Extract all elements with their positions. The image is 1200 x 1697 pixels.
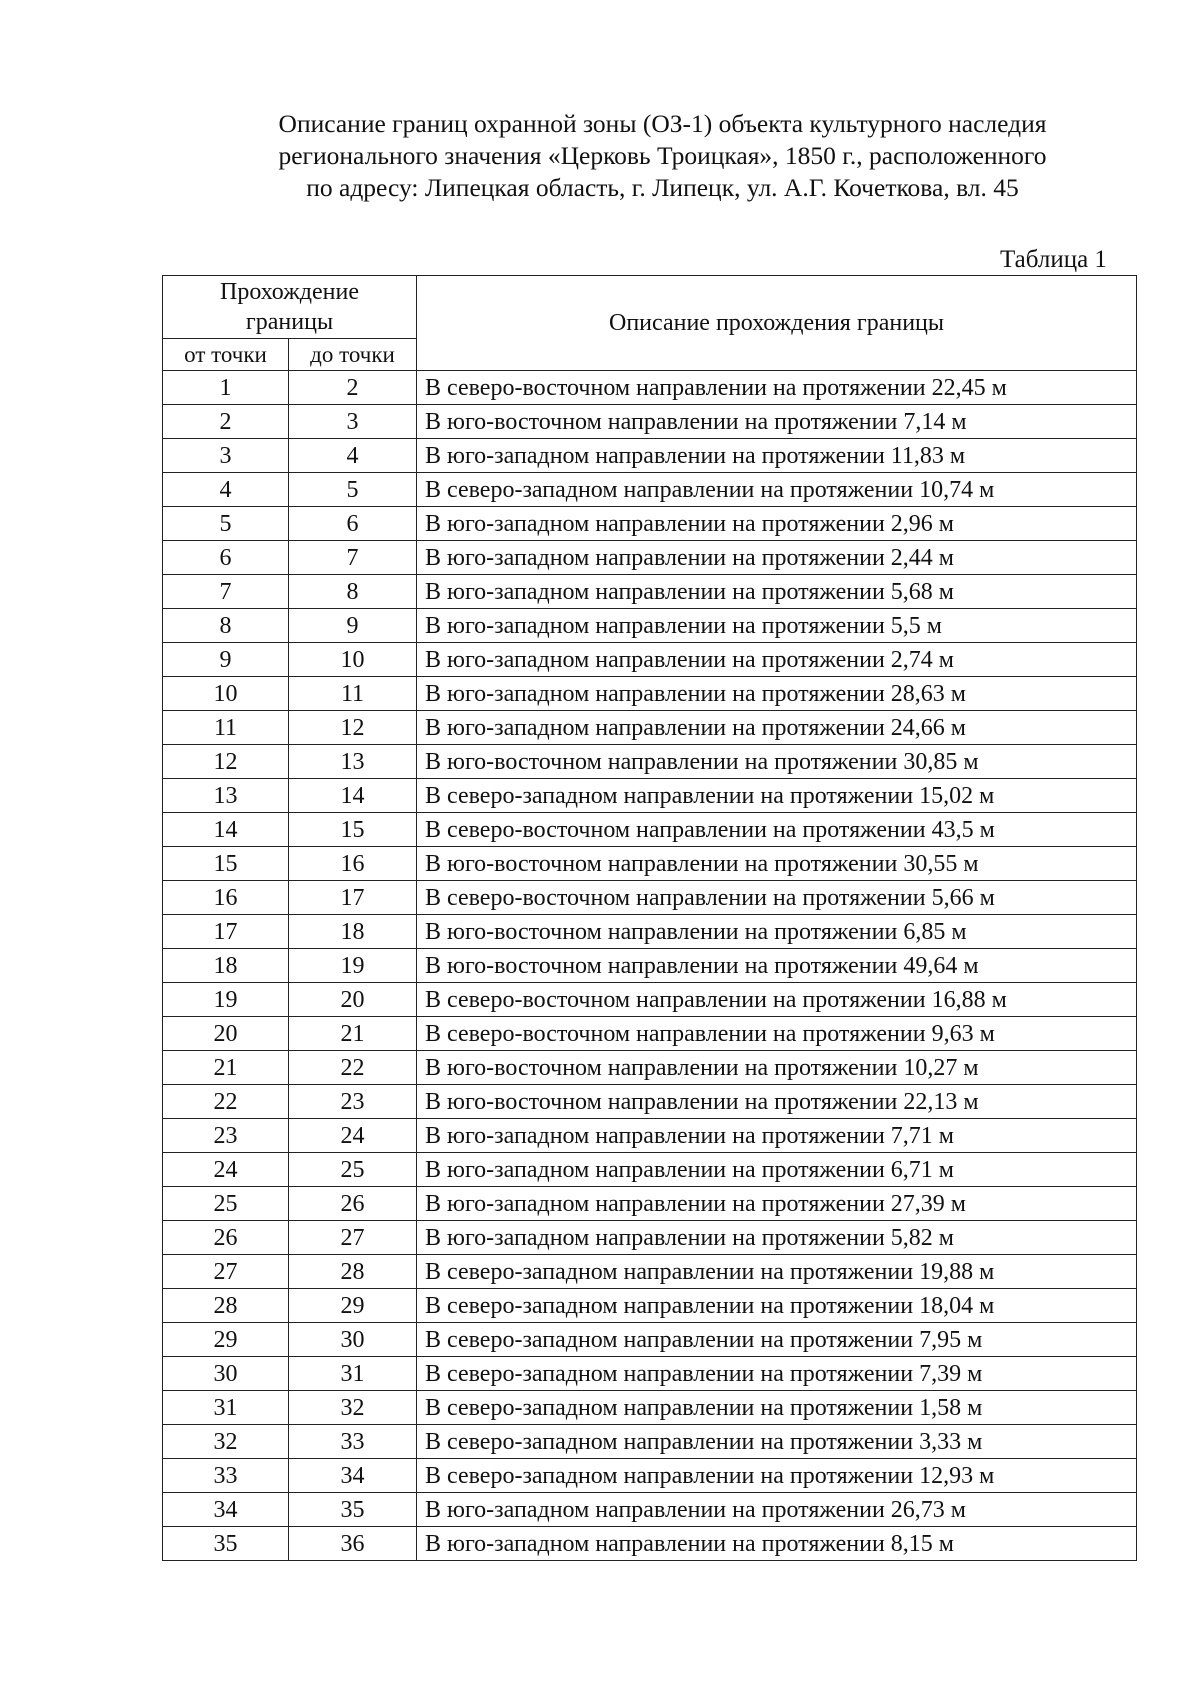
description-cell: В юго-западном направлении на протяжении 5,82 м <box>417 1221 1137 1255</box>
table-row <box>163 1357 1137 1391</box>
description-cell: В северо-восточном направлении на протяжении 5,66 м <box>417 881 1137 915</box>
to-point-cell: 2 <box>289 371 417 405</box>
description-cell: В юго-западном направлении на протяжении 8,15 м <box>417 1527 1137 1561</box>
to-point-cell: 14 <box>289 779 417 813</box>
description-cell: В юго-восточном направлении на протяжении 6,85 м <box>417 915 1137 949</box>
description-cell: В юго-восточном направлении на протяжении 22,13 м <box>417 1085 1137 1119</box>
description-cell: В северо-западном направлении на протяжении 19,88 м <box>417 1255 1137 1289</box>
table-row <box>163 1221 1137 1255</box>
table-row <box>163 1119 1137 1153</box>
description-cell: В юго-западном направлении на протяжении 11,83 м <box>417 439 1137 473</box>
description-cell: В юго-восточном направлении на протяжении 7,14 м <box>417 405 1137 439</box>
from-point-cell: 34 <box>163 1493 289 1527</box>
table-row <box>163 1323 1137 1357</box>
to-point-cell: 5 <box>289 473 417 507</box>
from-point-cell: 2 <box>163 405 289 439</box>
to-point-cell: 35 <box>289 1493 417 1527</box>
description-cell: В юго-западном направлении на протяжении 5,5 м <box>417 609 1137 643</box>
to-point-cell: 27 <box>289 1221 417 1255</box>
table-row <box>163 1187 1137 1221</box>
to-point-cell: 32 <box>289 1391 417 1425</box>
from-point-cell: 27 <box>163 1255 289 1289</box>
to-point-cell: 24 <box>289 1119 417 1153</box>
table-row <box>163 1527 1137 1561</box>
from-point-cell: 33 <box>163 1459 289 1493</box>
to-point-cell: 7 <box>289 541 417 575</box>
to-point-cell: 18 <box>289 915 417 949</box>
from-point-cell: 20 <box>163 1017 289 1051</box>
from-point-cell: 26 <box>163 1221 289 1255</box>
table-row <box>163 439 1137 473</box>
table-row <box>163 1459 1137 1493</box>
table-row <box>163 1289 1137 1323</box>
from-point-cell: 23 <box>163 1119 289 1153</box>
to-point-cell: 11 <box>289 677 417 711</box>
description-cell: В юго-западном направлении на протяжении 27,39 м <box>417 1187 1137 1221</box>
to-point-cell: 25 <box>289 1153 417 1187</box>
to-point-cell: 19 <box>289 949 417 983</box>
table-row <box>163 1493 1137 1527</box>
table-row <box>163 371 1137 405</box>
to-point-cell: 17 <box>289 881 417 915</box>
boundary-table <box>162 275 1137 1561</box>
to-point-cell: 34 <box>289 1459 417 1493</box>
to-point-cell: 10 <box>289 643 417 677</box>
from-point-cell: 18 <box>163 949 289 983</box>
description-cell: В юго-западном направлении на протяжении 2,44 м <box>417 541 1137 575</box>
to-point-cell: 6 <box>289 507 417 541</box>
description-cell: В юго-восточном направлении на протяжении 30,85 м <box>417 745 1137 779</box>
from-point-cell: 5 <box>163 507 289 541</box>
from-point-cell: 6 <box>163 541 289 575</box>
table-body <box>163 371 1137 1561</box>
table-row <box>163 779 1137 813</box>
table-row <box>163 677 1137 711</box>
description-cell: В северо-западном направлении на протяжении 7,39 м <box>417 1357 1137 1391</box>
table-row <box>163 983 1137 1017</box>
to-point-cell: 8 <box>289 575 417 609</box>
to-point-cell: 30 <box>289 1323 417 1357</box>
table-row <box>163 1051 1137 1085</box>
from-point-cell: 28 <box>163 1289 289 1323</box>
from-point-cell: 25 <box>163 1187 289 1221</box>
table-row <box>163 847 1137 881</box>
table-row <box>163 711 1137 745</box>
header-to-point: до точки <box>289 339 417 371</box>
description-cell: В юго-западном направлении на протяжении 6,71 м <box>417 1153 1137 1187</box>
header-description: Описание прохождения границы <box>417 276 1137 371</box>
to-point-cell: 9 <box>289 609 417 643</box>
table-row <box>163 745 1137 779</box>
header-boundary-passage: Прохождение границы <box>163 276 417 339</box>
description-cell: В юго-западном направлении на протяжении 24,66 м <box>417 711 1137 745</box>
from-point-cell: 14 <box>163 813 289 847</box>
description-cell: В северо-западном направлении на протяжении 12,93 м <box>417 1459 1137 1493</box>
to-point-cell: 36 <box>289 1527 417 1561</box>
table-row <box>163 541 1137 575</box>
from-point-cell: 11 <box>163 711 289 745</box>
table-row <box>163 473 1137 507</box>
from-point-cell: 7 <box>163 575 289 609</box>
table-row <box>163 507 1137 541</box>
from-point-cell: 30 <box>163 1357 289 1391</box>
table-row <box>163 813 1137 847</box>
from-point-cell: 24 <box>163 1153 289 1187</box>
table-row <box>163 1425 1137 1459</box>
table-row <box>163 1391 1137 1425</box>
from-point-cell: 8 <box>163 609 289 643</box>
table-row <box>163 609 1137 643</box>
to-point-cell: 26 <box>289 1187 417 1221</box>
from-point-cell: 29 <box>163 1323 289 1357</box>
from-point-cell: 35 <box>163 1527 289 1561</box>
table-row <box>163 575 1137 609</box>
from-point-cell: 12 <box>163 745 289 779</box>
to-point-cell: 3 <box>289 405 417 439</box>
from-point-cell: 22 <box>163 1085 289 1119</box>
description-cell: В юго-западном направлении на протяжении 28,63 м <box>417 677 1137 711</box>
title-line: Описание границ охранной зоны (ОЗ-1) объекта культурного наследия <box>278 109 1047 138</box>
from-point-cell: 15 <box>163 847 289 881</box>
table-caption: Таблица 1 <box>1000 246 1107 273</box>
to-point-cell: 31 <box>289 1357 417 1391</box>
table-row <box>163 1153 1137 1187</box>
table-row <box>163 405 1137 439</box>
to-point-cell: 29 <box>289 1289 417 1323</box>
from-point-cell: 21 <box>163 1051 289 1085</box>
from-point-cell: 31 <box>163 1391 289 1425</box>
description-cell: В северо-восточном направлении на протяжении 9,63 м <box>417 1017 1137 1051</box>
to-point-cell: 4 <box>289 439 417 473</box>
from-point-cell: 16 <box>163 881 289 915</box>
description-cell: В юго-западном направлении на протяжении 7,71 м <box>417 1119 1137 1153</box>
table-row <box>163 643 1137 677</box>
table-row <box>163 1017 1137 1051</box>
from-point-cell: 10 <box>163 677 289 711</box>
from-point-cell: 4 <box>163 473 289 507</box>
description-cell: В северо-западном направлении на протяжении 15,02 м <box>417 779 1137 813</box>
to-point-cell: 13 <box>289 745 417 779</box>
document-title <box>0 108 1200 204</box>
title-line: регионального значения «Церковь Троицкая», 1850 г., расположенного <box>278 141 1047 170</box>
table-row <box>163 949 1137 983</box>
description-cell: В северо-восточном направлении на протяжении 43,5 м <box>417 813 1137 847</box>
from-point-cell: 1 <box>163 371 289 405</box>
description-cell: В юго-западном направлении на протяжении 5,68 м <box>417 575 1137 609</box>
to-point-cell: 21 <box>289 1017 417 1051</box>
from-point-cell: 13 <box>163 779 289 813</box>
from-point-cell: 17 <box>163 915 289 949</box>
table-row <box>163 1085 1137 1119</box>
to-point-cell: 20 <box>289 983 417 1017</box>
description-cell: В юго-западном направлении на протяжении 26,73 м <box>417 1493 1137 1527</box>
description-cell: В северо-западном направлении на протяжении 3,33 м <box>417 1425 1137 1459</box>
description-cell: В юго-восточном направлении на протяжении 10,27 м <box>417 1051 1137 1085</box>
description-cell: В северо-восточном направлении на протяжении 16,88 м <box>417 983 1137 1017</box>
description-cell: В северо-западном направлении на протяжении 7,95 м <box>417 1323 1137 1357</box>
to-point-cell: 28 <box>289 1255 417 1289</box>
to-point-cell: 33 <box>289 1425 417 1459</box>
to-point-cell: 12 <box>289 711 417 745</box>
from-point-cell: 3 <box>163 439 289 473</box>
description-cell: В северо-западном направлении на протяжении 1,58 м <box>417 1391 1137 1425</box>
to-point-cell: 23 <box>289 1085 417 1119</box>
description-cell: В юго-западном направлении на протяжении 2,96 м <box>417 507 1137 541</box>
description-cell: В северо-западном направлении на протяжении 18,04 м <box>417 1289 1137 1323</box>
from-point-cell: 9 <box>163 643 289 677</box>
to-point-cell: 15 <box>289 813 417 847</box>
description-cell: В юго-западном направлении на протяжении 2,74 м <box>417 643 1137 677</box>
from-point-cell: 32 <box>163 1425 289 1459</box>
title-line: по адресу: Липецкая область, г. Липецк, ул. А.Г. Кочеткова, вл. 45 <box>306 173 1019 202</box>
table-row <box>163 915 1137 949</box>
description-cell: В юго-восточном направлении на протяжении 30,55 м <box>417 847 1137 881</box>
table-row <box>163 1255 1137 1289</box>
description-cell: В северо-восточном направлении на протяжении 22,45 м <box>417 371 1137 405</box>
header-from-point: от точки <box>163 339 289 371</box>
from-point-cell: 19 <box>163 983 289 1017</box>
table-row <box>163 881 1137 915</box>
to-point-cell: 16 <box>289 847 417 881</box>
description-cell: В юго-восточном направлении на протяжении 49,64 м <box>417 949 1137 983</box>
description-cell: В северо-западном направлении на протяжении 10,74 м <box>417 473 1137 507</box>
to-point-cell: 22 <box>289 1051 417 1085</box>
